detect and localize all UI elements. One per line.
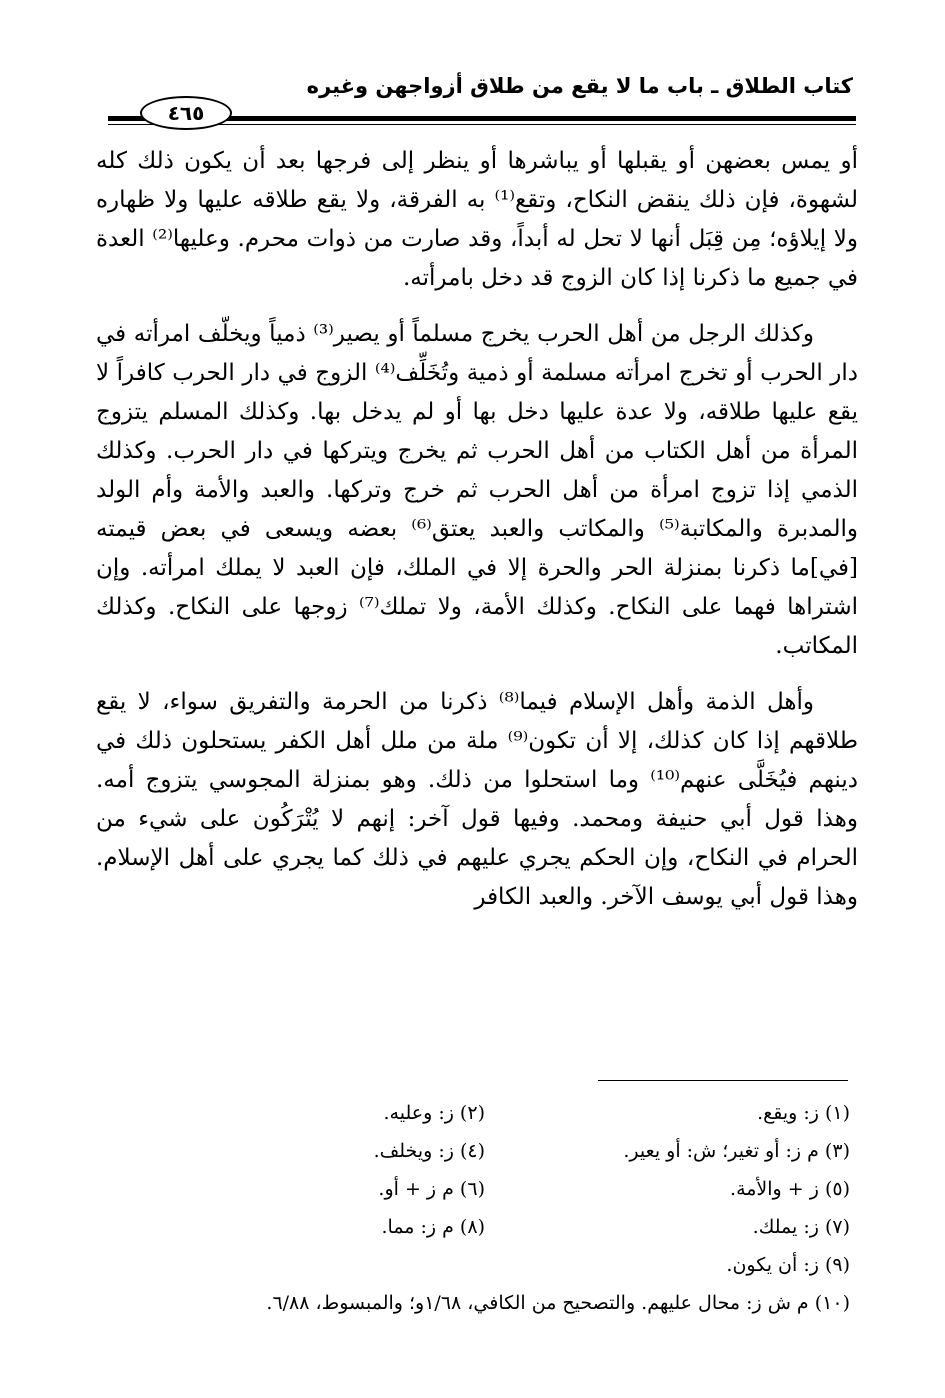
paragraph-1: أو يمس بعضهن أو يقبلها أو يباشرها أو ينظر إلى فرجها بعد أن يكون ذلك كله لشهوة، فإن ذلك ينقض النكاح، وتقع⁽¹⁾ به الفرقة، ولا يقع طلاقه عليها ولا ظهاره ولا إيلاؤه؛ مِن قِبَل أنها لا تحل له أبداً، وقد صارت من ذوات محرم. وعليها⁽²⁾ العدة في جميع ما ذكرنا إذا كان الزوج قد دخل بامرأته. [96, 148, 859, 291]
footnote-2: (٢) ز: وعليه. [383, 1102, 485, 1124]
footnote-row [120, 1170, 850, 1208]
footnote-5: (٥) ز + والأمة. [730, 1178, 850, 1200]
footnote-8: (٨) م ز: مما. [381, 1216, 485, 1238]
footnotes [120, 1094, 850, 1322]
page-number: ٤٦٥ [140, 96, 232, 130]
footnote-7: (٧) ز: يملك. [752, 1216, 850, 1238]
main-text [96, 142, 858, 917]
footnote-3: (٣) م ز: أو تغير؛ ش: أو يعير. [623, 1140, 850, 1162]
footnote-9: (٩) ز: أن يكون. [726, 1254, 850, 1276]
footnote-10: (١٠) م ش ز: محال عليهم. والتصحيح من الكافي، ١/٦٨و؛ والمبسوط، ٦/٨٨. [266, 1292, 850, 1314]
footnote-6: (٦) م ز + أو. [378, 1178, 485, 1200]
footnote-row [120, 1208, 850, 1246]
footnote-4: (٤) ز: ويخلف. [373, 1140, 485, 1162]
footnote-row [120, 1094, 850, 1132]
paragraph-3: وأهل الذمة وأهل الإسلام فيما⁽⁸⁾ ذكرنا من الحرمة والتفريق سواء، لا يقع طلاقهم إذا كان كذلك، إلا أن تكون⁽⁹⁾ ملة من ملل أهل الكفر يستحلون ذلك في دينهم فيُخَلَّى عنهم⁽¹⁰⁾ وما استحلوا من ذلك. وهو بمنزلة المجوسي يتزوج أمه. وهذا قول أبي حنيفة ومحمد. وفيها قول آخر: إنهم لا يُتْرَكُون على شيء من الحرام في النكاح، وإن الحكم يجري عليهم في ذلك كما يجري على أهل الإسلام. وهذا قول أبي يوسف الآخر. والعبد الكافر [96, 689, 859, 910]
running-title: كتاب الطلاق ـ باب ما لا يقع من طلاق أزواجهن وغيره [306, 74, 853, 98]
paragraph-2: وكذلك الرجل من أهل الحرب يخرج مسلماً أو يصير⁽³⁾ ذمياً ويخلّف امرأته في دار الحرب أو تخرج امرأته مسلمة أو ذمية وتُخَلِّف⁽⁴⁾ الزوج في دار الحرب كافراً لا يقع عليها طلاقه، ولا عدة عليها دخل بها أو لم يدخل بها. وكذلك المسلم يتزوج المرأة من أهل الكتاب من أهل الحرب ثم يخرج ويتركها في دار الحرب. وكذلك الذمي إذا تزوج امرأة من أهل الحرب ثم خرج وتركها. والعبد والأمة وأم الولد والمدبرة والمكاتبة⁽⁵⁾ والمكاتب والعبد يعتق⁽⁶⁾ بعضه ويسعى في بعض قيمته [في]ما ذكرنا بمنزلة الحر والحرة إلا في الملك، فإن العبد لا يملك امرأته. وإن اشتراها فهما على النكاح. وكذلك الأمة، ولا تملك⁽⁷⁾ زوجها على النكاح. وكذلك المكاتب. [96, 321, 858, 659]
footnote-row [120, 1132, 850, 1170]
footnote-separator [598, 1080, 848, 1081]
footnote-1: (١) ز: ويقع. [757, 1102, 850, 1124]
